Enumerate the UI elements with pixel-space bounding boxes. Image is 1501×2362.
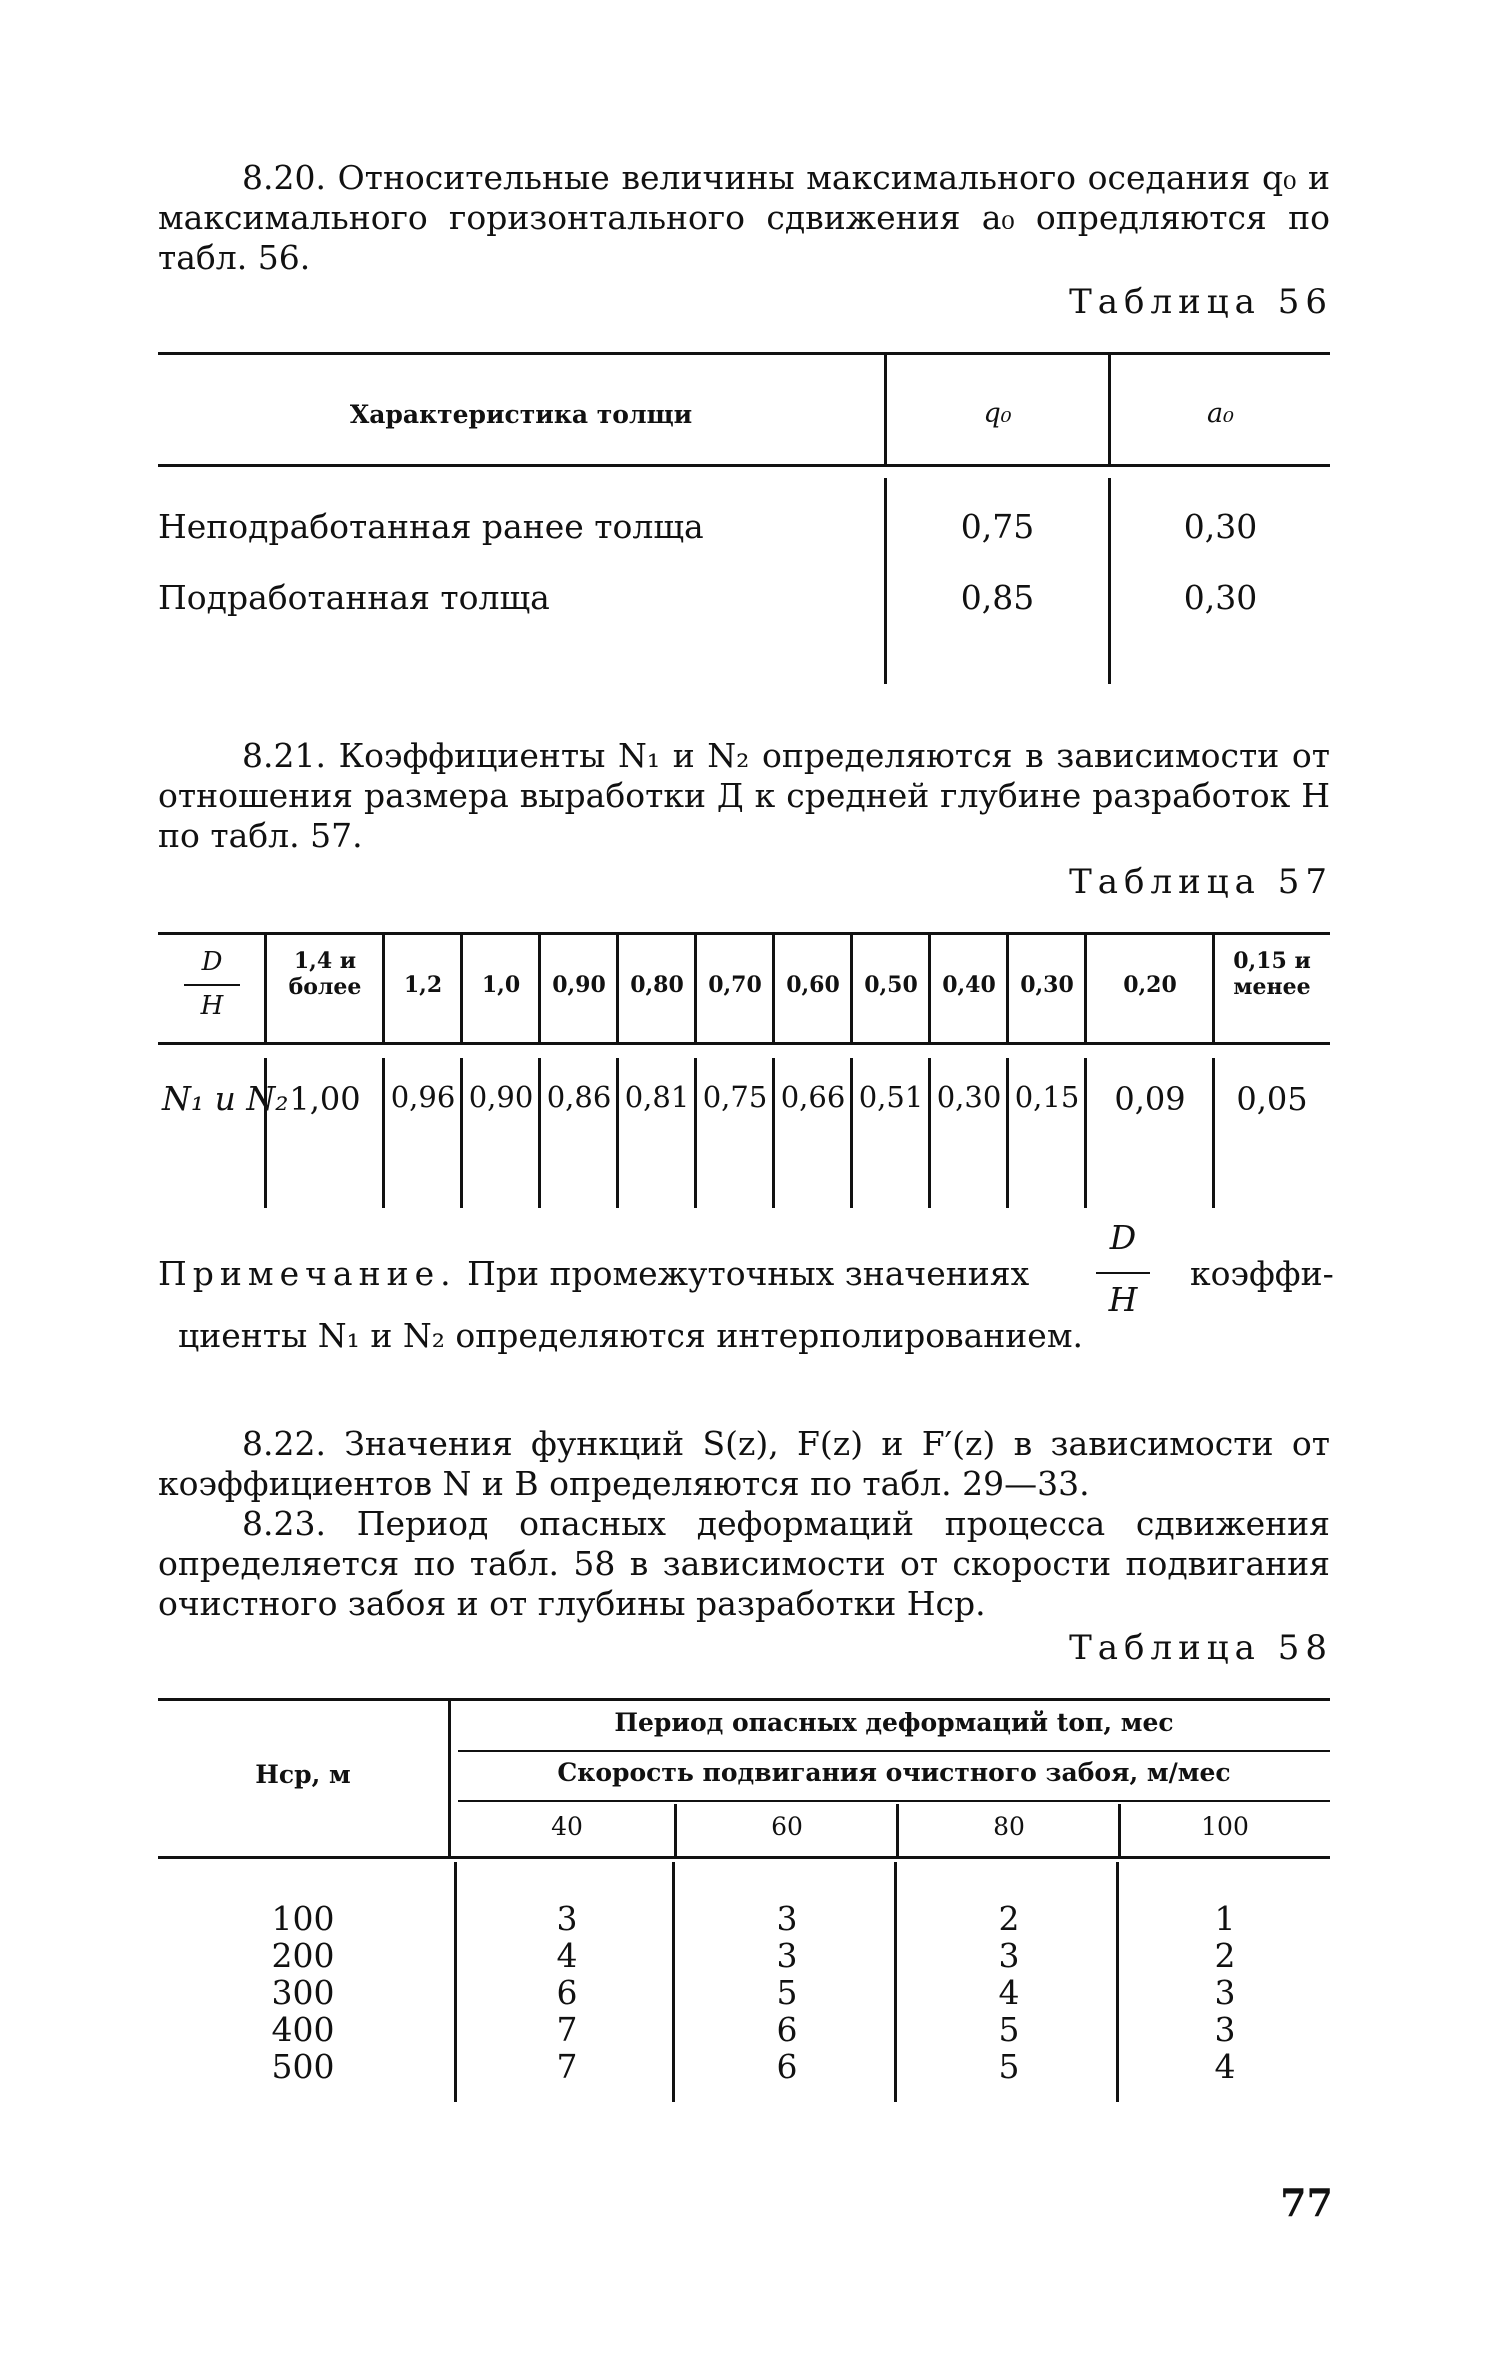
table-57-top-rule	[158, 932, 1330, 935]
table-57-value-cell: 0,96	[390, 1080, 456, 1114]
paragraph-8-22-text: 8.22. Значения функций S(z), F(z) и F′(z) в зависимости от коэффициентов N и B определяются по табл. 29—33.	[158, 1424, 1330, 1503]
table-58-value-cell: 3	[998, 1936, 1020, 1975]
table-57-value-cell: 0,86	[546, 1080, 612, 1114]
table-58-depth: 200	[271, 1936, 335, 1975]
table-58-value-column	[458, 1900, 676, 2085]
table-57-header-cell: 1,0	[481, 972, 521, 998]
table-56-row-label: Подработанная толща	[158, 578, 550, 617]
table-58-sub-rule	[458, 1800, 1330, 1802]
table-58-value-cell: 7	[556, 2047, 578, 2086]
table-58-sub-rule	[458, 1750, 1330, 1752]
table-57-header-cell: 0,40	[942, 972, 996, 998]
table-58-value-column	[898, 1900, 1120, 2085]
table-57-header-cell: 0,20	[1123, 972, 1177, 998]
table-56-cell: 0,30	[1183, 578, 1258, 617]
paragraph-8-23-text: 8.23. Период опасных деформаций процесса сдвижения определяется по табл. 58 в зависимости от скорости подвигания очистного забоя и от глубины разработки Hср.	[158, 1504, 1330, 1623]
paragraph-8-23	[158, 1504, 1330, 1624]
table-58-depths	[158, 1900, 448, 2085]
table-58-value-column	[1120, 1900, 1330, 2085]
table-57-header-cell: 0,90	[552, 972, 606, 998]
table-57-value-cell: 0,30	[936, 1080, 1002, 1114]
table-58-speed-header: 40	[551, 1812, 583, 1841]
table-58-vline	[672, 1862, 675, 2102]
table-58-value-cell: 5	[776, 1973, 798, 2012]
table-56-header-rule	[158, 464, 1330, 467]
table-57-value-cell: 0,09	[1114, 1080, 1186, 1118]
table-58-value-cell: 4	[1214, 2047, 1236, 2086]
table-57-row-header-h: H	[200, 991, 224, 1021]
table-57-row-header-d: D	[201, 947, 223, 977]
note-fraction-top: D	[1109, 1218, 1137, 1257]
table-58-depth: 100	[271, 1899, 335, 1938]
note	[158, 1254, 1029, 1293]
table-57-header-cell: 0,50	[864, 972, 918, 998]
table-58-caption: Таблица 58	[1069, 1628, 1333, 1668]
table-58-header-speed: Скорость подвигания очистного забоя, м/мес	[557, 1758, 1231, 1787]
table-57-header-cell: 1,2	[403, 972, 443, 998]
table-56-cell: 0,85	[960, 578, 1035, 617]
table-58-header-rule	[158, 1856, 1330, 1859]
table-58-value-cell: 7	[556, 2010, 578, 2049]
paragraph-8-22	[158, 1424, 1330, 1504]
table-56-top-rule	[158, 352, 1330, 355]
table-58-value-cell: 6	[556, 1973, 578, 2012]
note-label: Примечание.	[158, 1254, 457, 1293]
table-57-header-cell: 0,70	[708, 972, 762, 998]
table-57-value-cell: 1,00	[289, 1080, 361, 1118]
table-57-header-cell: 1,4 и более	[288, 948, 362, 1000]
table-58-value-cell: 3	[1214, 1973, 1236, 2012]
table-57-value-cell: 0,51	[858, 1080, 924, 1114]
table-58-depth: 300	[271, 1973, 335, 2012]
table-58-vline	[454, 1862, 457, 2102]
table-57-header-cell: 0,80	[630, 972, 684, 998]
table-57-header-cell: 0,60	[786, 972, 840, 998]
table-58-value-cell: 3	[776, 1936, 798, 1975]
table-57-header-cell: 0,15 и менее	[1233, 948, 1311, 1000]
table-58-value-cell: 1	[1214, 1899, 1236, 1938]
table-57-value-cell: 0,75	[702, 1080, 768, 1114]
table-58-vline	[894, 1862, 897, 2102]
table-58-vline	[1116, 1862, 1119, 2102]
table-58-speed-header: 80	[993, 1812, 1025, 1841]
table-58-value-cell: 6	[776, 2010, 798, 2049]
page-number: 77	[1280, 2180, 1333, 2225]
note-text-before: При промежуточных значениях	[467, 1254, 1030, 1293]
paragraph-8-20	[158, 158, 1330, 278]
table-58-top-rule	[158, 1698, 1330, 1701]
table-57-row-label: N₁ и N₂	[162, 1079, 289, 1118]
table-57-caption: Таблица 57	[1069, 862, 1333, 902]
table-56-cell: 0,75	[960, 507, 1035, 546]
table-58-row-header: Hср, м	[255, 1760, 351, 1789]
table-58-vline	[448, 1701, 451, 1856]
table-57-header-cell: 0,30	[1020, 972, 1074, 998]
table-58-value-cell: 5	[998, 2047, 1020, 2086]
note-text-after: коэффи-	[1190, 1254, 1334, 1293]
table-58-value-cell: 5	[998, 2010, 1020, 2049]
table-58-speed-header: 60	[771, 1812, 803, 1841]
table-56-header-q0: q₀	[983, 398, 1012, 429]
table-58-value-cell: 2	[1214, 1936, 1236, 1975]
table-56-cell: 0,30	[1183, 507, 1258, 546]
table-58-value-cell: 3	[1214, 2010, 1236, 2049]
table-58-depth: 400	[271, 2010, 335, 2049]
paragraph-8-21	[158, 736, 1330, 856]
table-58-value-cell: 3	[556, 1899, 578, 1938]
table-58-depth: 500	[271, 2047, 335, 2086]
table-58-value-cell: 4	[556, 1936, 578, 1975]
table-58-value-column	[676, 1900, 898, 2085]
table-56-header-a0: a₀	[1207, 398, 1234, 429]
note-fraction-bottom: H	[1108, 1280, 1138, 1319]
note-fraction-bar	[1096, 1272, 1150, 1274]
table-57-fraction-bar	[184, 984, 240, 986]
table-58-speed-header: 100	[1201, 1812, 1249, 1841]
table-56-caption: Таблица 56	[1069, 282, 1333, 322]
table-58-value-cell: 3	[776, 1899, 798, 1938]
table-57-value-cell: 0,66	[780, 1080, 846, 1114]
table-56-row-label: Неподработанная ранее толща	[158, 507, 704, 546]
table-58-value-cell: 2	[998, 1899, 1020, 1938]
table-56-header-thickness: Характеристика толщи	[349, 400, 693, 429]
table-57-header-rule	[158, 1042, 1330, 1045]
table-58-value-cell: 4	[998, 1973, 1020, 2012]
table-57-value-cell: 0,90	[468, 1080, 534, 1114]
note-line-2: циенты N₁ и N₂ определяются интерполированием.	[178, 1316, 1083, 1355]
table-58-header-period: Период опасных деформаций tоп, мес	[614, 1708, 1174, 1737]
table-57-value-cell: 0,05	[1236, 1080, 1308, 1118]
table-57-value-cell: 0,15	[1014, 1080, 1080, 1114]
table-57-value-cell: 0,81	[624, 1080, 690, 1114]
paragraph-8-20-text: 8.20. Относительные величины максимального оседания q₀ и максимального горизонтального сдвижения a₀ опредляются по табл. 56.	[158, 158, 1330, 277]
paragraph-8-21-text: 8.21. Коэффициенты N₁ и N₂ определяются в зависимости от отношения размера выработки Д к средней глубине разработок H по табл. 57.	[158, 736, 1330, 855]
table-58-value-cell: 6	[776, 2047, 798, 2086]
